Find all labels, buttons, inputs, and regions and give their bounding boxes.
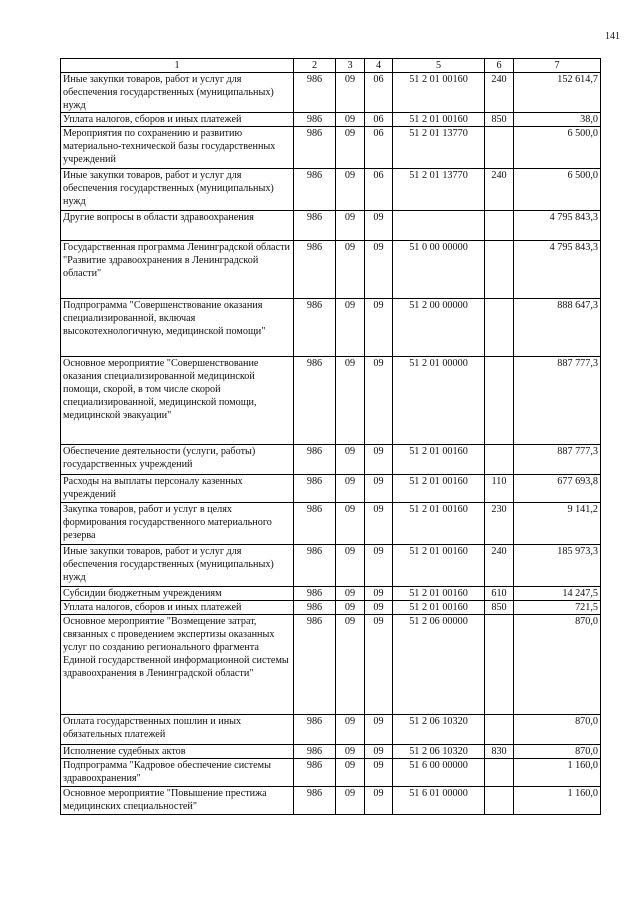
row-admin-code: 986 — [294, 445, 336, 475]
row-name: Субсидии бюджетным учреждениям — [61, 587, 294, 601]
row-section: 09 — [336, 503, 365, 545]
row-amount: 870,0 — [514, 615, 601, 715]
row-section: 09 — [336, 615, 365, 715]
row-name: Иные закупки товаров, работ и услуг для обеспечения государственных (муниципальных) нужд — [61, 169, 294, 211]
row-subsection: 09 — [365, 211, 393, 241]
row-admin-code: 986 — [294, 587, 336, 601]
row-expense-type: 850 — [485, 113, 514, 127]
row-target-article: 51 2 01 00160 — [393, 601, 485, 615]
row-admin-code: 986 — [294, 357, 336, 445]
table-row — [61, 587, 601, 601]
header-col-2: 2 — [294, 59, 336, 73]
row-name: Основное мероприятие "Повышение престижа медицинских специальностей" — [61, 787, 294, 815]
row-subsection: 09 — [365, 357, 393, 445]
page-number: 141 — [605, 31, 620, 42]
row-name: Иные закупки товаров, работ и услуг для обеспечения государственных (муниципальных) нужд — [61, 73, 294, 113]
row-target-article: 51 2 01 00160 — [393, 445, 485, 475]
table-row — [61, 545, 601, 587]
table-row — [61, 127, 601, 169]
row-amount: 677 693,8 — [514, 475, 601, 503]
row-expense-type — [485, 299, 514, 357]
row-expense-type — [485, 445, 514, 475]
table-row — [61, 601, 601, 615]
row-target-article: 51 2 01 00000 — [393, 357, 485, 445]
table-row — [61, 615, 601, 715]
row-amount: 6 500,0 — [514, 127, 601, 169]
row-target-article: 51 2 06 10320 — [393, 745, 485, 759]
header-col-7: 7 — [514, 59, 601, 73]
row-admin-code: 986 — [294, 615, 336, 715]
table-row — [61, 475, 601, 503]
row-section: 09 — [336, 241, 365, 299]
row-target-article: 51 2 01 00160 — [393, 587, 485, 601]
header-col-4: 4 — [365, 59, 393, 73]
row-name: Оплата государственных пошлин и иных обязательных платежей — [61, 715, 294, 745]
row-expense-type: 110 — [485, 475, 514, 503]
table-row — [61, 445, 601, 475]
row-target-article: 51 2 01 00160 — [393, 73, 485, 113]
row-name: Мероприятия по сохранению и развитию материально-технической базы государственных учреждений — [61, 127, 294, 169]
row-section: 09 — [336, 357, 365, 445]
table-row — [61, 503, 601, 545]
row-subsection: 06 — [365, 113, 393, 127]
row-expense-type — [485, 759, 514, 787]
row-name: Основное мероприятие "Совершенствование оказания специализированной медицинской помощи, скорой, в том числе скорой специализированной, медицинской помощи, медицинской эвакуации" — [61, 357, 294, 445]
row-amount: 185 973,3 — [514, 545, 601, 587]
row-subsection: 09 — [365, 587, 393, 601]
row-section: 09 — [336, 601, 365, 615]
row-section: 09 — [336, 745, 365, 759]
row-section: 09 — [336, 299, 365, 357]
row-admin-code: 986 — [294, 241, 336, 299]
row-target-article: 51 6 01 00000 — [393, 787, 485, 815]
row-expense-type: 240 — [485, 545, 514, 587]
row-name: Расходы на выплаты персоналу казенных учреждений — [61, 475, 294, 503]
table-row — [61, 715, 601, 745]
row-subsection: 09 — [365, 759, 393, 787]
row-section: 09 — [336, 587, 365, 601]
row-subsection: 09 — [365, 241, 393, 299]
row-expense-type: 610 — [485, 587, 514, 601]
row-section: 09 — [336, 211, 365, 241]
row-subsection: 06 — [365, 127, 393, 169]
header-row — [61, 59, 601, 73]
row-target-article: 51 2 01 00160 — [393, 503, 485, 545]
row-expense-type — [485, 615, 514, 715]
row-section: 09 — [336, 475, 365, 503]
header-col-3: 3 — [336, 59, 365, 73]
row-amount: 152 614,7 — [514, 73, 601, 113]
row-subsection: 09 — [365, 299, 393, 357]
row-subsection: 09 — [365, 715, 393, 745]
row-amount: 14 247,5 — [514, 587, 601, 601]
row-section: 09 — [336, 445, 365, 475]
row-amount: 38,0 — [514, 113, 601, 127]
table-row — [61, 169, 601, 211]
row-amount: 9 141,2 — [514, 503, 601, 545]
row-name: Основное мероприятие "Возмещение затрат, связанных с проведением экспертизы оказанных услуг по созданию регионального фрагмента Единой государственной информационной системы здравоохранения в Ленинградской области" — [61, 615, 294, 715]
row-section: 09 — [336, 127, 365, 169]
row-name: Обеспечение деятельности (услуги, работы) государственных учреждений — [61, 445, 294, 475]
table-row — [61, 357, 601, 445]
table-row — [61, 211, 601, 241]
row-expense-type — [485, 127, 514, 169]
row-section: 09 — [336, 715, 365, 745]
row-amount: 888 647,3 — [514, 299, 601, 357]
row-admin-code: 986 — [294, 113, 336, 127]
row-name: Закупка товаров, работ и услуг в целях формирования государственного материального резерва — [61, 503, 294, 545]
row-amount: 4 795 843,3 — [514, 241, 601, 299]
row-section: 09 — [336, 113, 365, 127]
row-amount: 887 777,3 — [514, 357, 601, 445]
row-expense-type — [485, 787, 514, 815]
row-section: 09 — [336, 169, 365, 211]
row-expense-type: 830 — [485, 745, 514, 759]
row-admin-code: 986 — [294, 299, 336, 357]
row-subsection: 09 — [365, 787, 393, 815]
row-name: Уплата налогов, сборов и иных платежей — [61, 601, 294, 615]
row-amount: 870,0 — [514, 715, 601, 745]
row-target-article: 51 2 01 13770 — [393, 169, 485, 211]
row-section: 09 — [336, 73, 365, 113]
row-section: 09 — [336, 759, 365, 787]
table-row — [61, 745, 601, 759]
row-admin-code: 986 — [294, 745, 336, 759]
table-row — [61, 299, 601, 357]
row-admin-code: 986 — [294, 545, 336, 587]
row-target-article: 51 2 01 13770 — [393, 127, 485, 169]
row-subsection: 09 — [365, 601, 393, 615]
row-amount: 887 777,3 — [514, 445, 601, 475]
table-row — [61, 787, 601, 815]
row-subsection: 09 — [365, 503, 393, 545]
row-subsection: 09 — [365, 445, 393, 475]
row-admin-code: 986 — [294, 715, 336, 745]
row-amount: 1 160,0 — [514, 759, 601, 787]
row-name: Иные закупки товаров, работ и услуг для обеспечения государственных (муниципальных) нужд — [61, 545, 294, 587]
row-name: Уплата налогов, сборов и иных платежей — [61, 113, 294, 127]
row-amount: 1 160,0 — [514, 787, 601, 815]
row-subsection: 09 — [365, 545, 393, 587]
row-subsection: 09 — [365, 475, 393, 503]
header-col-5: 5 — [393, 59, 485, 73]
row-amount: 6 500,0 — [514, 169, 601, 211]
table-row — [61, 241, 601, 299]
row-target-article: 51 2 01 00160 — [393, 475, 485, 503]
row-admin-code: 986 — [294, 601, 336, 615]
row-admin-code: 986 — [294, 73, 336, 113]
row-name: Государственная программа Ленинградской области "Развитие здравоохранения в Ленинградской области" — [61, 241, 294, 299]
row-target-article: 51 2 06 10320 — [393, 715, 485, 745]
row-admin-code: 986 — [294, 169, 336, 211]
row-name: Подпрограмма "Совершенствование оказания специализированной, включая высокотехнологичную, медицинской помощи" — [61, 299, 294, 357]
table-row — [61, 759, 601, 787]
row-target-article — [393, 211, 485, 241]
row-admin-code: 986 — [294, 475, 336, 503]
header-col-6: 6 — [485, 59, 514, 73]
budget-table — [60, 58, 601, 815]
row-expense-type — [485, 357, 514, 445]
row-subsection: 06 — [365, 73, 393, 113]
row-subsection: 09 — [365, 745, 393, 759]
row-expense-type: 240 — [485, 169, 514, 211]
row-expense-type — [485, 211, 514, 241]
row-admin-code: 986 — [294, 211, 336, 241]
row-expense-type — [485, 241, 514, 299]
row-target-article: 51 2 00 00000 — [393, 299, 485, 357]
row-subsection: 09 — [365, 615, 393, 715]
row-target-article: 51 2 01 00160 — [393, 113, 485, 127]
row-expense-type: 230 — [485, 503, 514, 545]
row-target-article: 51 6 00 00000 — [393, 759, 485, 787]
row-name: Другие вопросы в области здравоохранения — [61, 211, 294, 241]
table-row — [61, 73, 601, 113]
row-admin-code: 986 — [294, 787, 336, 815]
row-amount: 4 795 843,3 — [514, 211, 601, 241]
row-name: Исполнение судебных актов — [61, 745, 294, 759]
row-target-article: 51 2 06 00000 — [393, 615, 485, 715]
row-section: 09 — [336, 545, 365, 587]
row-expense-type — [485, 715, 514, 745]
row-name: Подпрограмма "Кадровое обеспечение системы здравоохранения" — [61, 759, 294, 787]
row-admin-code: 986 — [294, 503, 336, 545]
table-row — [61, 113, 601, 127]
row-expense-type: 850 — [485, 601, 514, 615]
row-admin-code: 986 — [294, 127, 336, 169]
row-section: 09 — [336, 787, 365, 815]
row-admin-code: 986 — [294, 759, 336, 787]
header-col-1: 1 — [61, 59, 294, 73]
row-subsection: 06 — [365, 169, 393, 211]
row-expense-type: 240 — [485, 73, 514, 113]
row-amount: 870,0 — [514, 745, 601, 759]
row-amount: 721,5 — [514, 601, 601, 615]
row-target-article: 51 2 01 00160 — [393, 545, 485, 587]
row-target-article: 51 0 00 00000 — [393, 241, 485, 299]
